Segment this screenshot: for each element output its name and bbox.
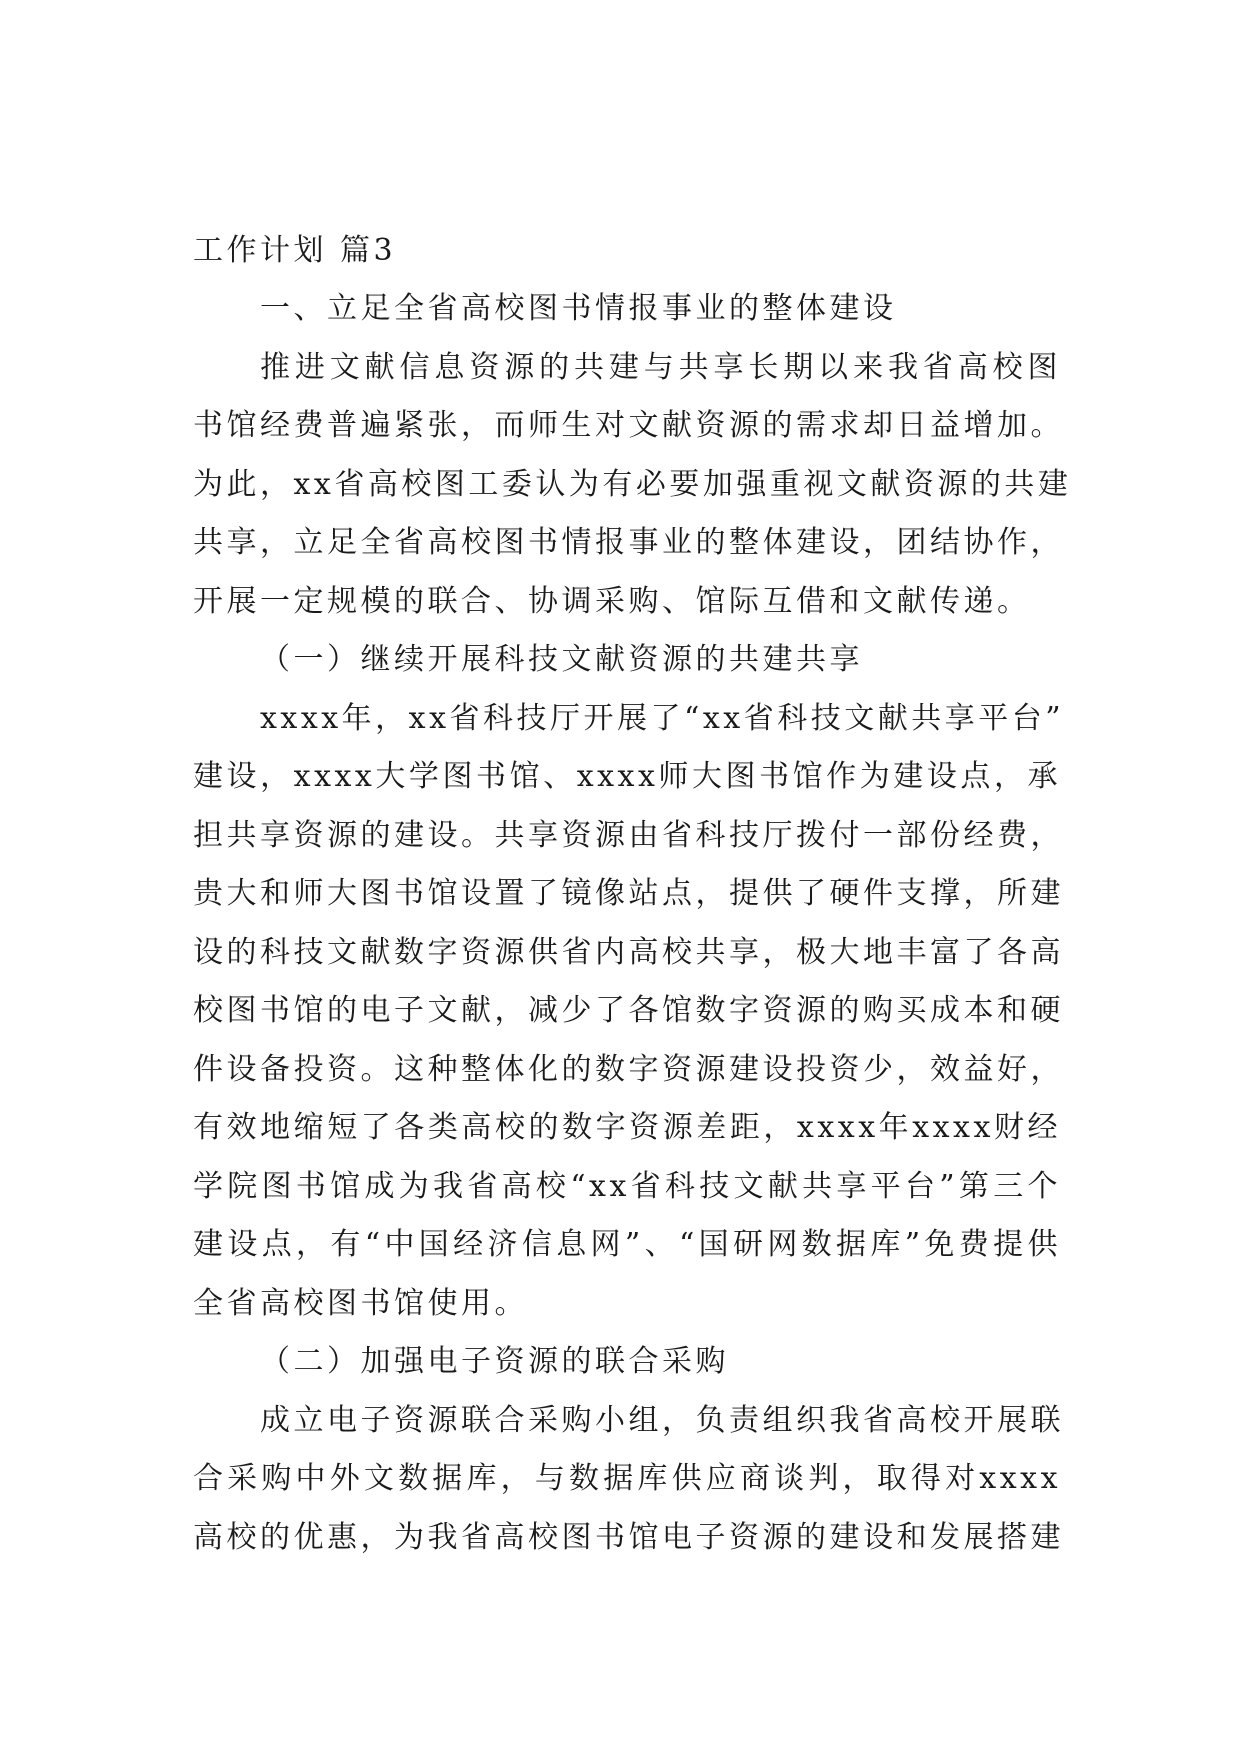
section-heading <box>193 631 1061 690</box>
paragraph <box>193 1392 1064 1568</box>
paragraph-line: 合采购中外文数据库，与数据库供应商谈判，取得对xxxx <box>193 1461 1061 1496</box>
heading-text: （一）继续开展科技文献资源的共建共享 <box>260 642 863 677</box>
paragraph-line: 推进文献信息资源的共建与共享长期以来我省高校图 <box>260 349 1061 385</box>
paragraph-line: 设的科技文献数字资源供省内高校共享，极大地丰富了各高 <box>193 934 1064 970</box>
paragraph-line: 学院图书馆成为我省高校“xx省科技文献共享平台”第三个 <box>193 1168 1061 1204</box>
paragraph-line: 共享，立足全省高校图书情报事业的整体建设，团结协作， <box>193 525 1064 560</box>
heading-text: 一、立足全省高校图书情报事业的整体建设 <box>260 291 897 326</box>
paragraph-line: 成立电子资源联合采购小组，负责组织我省高校开展联 <box>260 1402 1064 1438</box>
paragraph-line: 开展一定规模的联合、协调采购、馆际互借和文献传递。 <box>193 583 1031 619</box>
paragraph-line: 校图书馆的电子文献，减少了各馆数字资源的购买成本和硬 <box>193 993 1064 1028</box>
paragraph-line: 建设，xxxx大学图书馆、xxxx师大图书馆作为建设点，承 <box>193 759 1061 794</box>
document-title: 工作计划 篇3 <box>193 233 397 268</box>
paragraph-line: 书馆经费普遍紧张，而师生对文献资源的需求却日益增加。 <box>193 408 1064 443</box>
document-body <box>193 222 1072 1567</box>
heading-text: （二）加强电子资源的联合采购 <box>260 1344 729 1379</box>
paragraph-line: 有效地缩短了各类高校的数字资源差距，xxxx年xxxx财经 <box>193 1110 1061 1145</box>
paragraph <box>193 690 1065 1334</box>
paragraph-line: 为此，xx省高校图工委认为有必要加强重视文献资源的共建 <box>193 466 1072 502</box>
paragraph-line: 贵大和师大图书馆设置了镜像站点，提供了硬件支撑，所建 <box>193 876 1064 911</box>
document-blocks <box>193 280 1072 1567</box>
section-heading <box>193 1333 1061 1392</box>
paragraph <box>193 339 1072 632</box>
paragraph-line: 全省高校图书馆使用。 <box>193 1285 528 1321</box>
paragraph-line: 担共享资源的建设。共享资源由省科技厅拨付一部份经费， <box>193 817 1064 853</box>
paragraph-line: xxxx年，xx省科技厅开展了“xx省科技文献共享平台” <box>260 700 1065 736</box>
section-heading <box>193 280 1061 339</box>
paragraph-line: 高校的优惠，为我省高校图书馆电子资源的建设和发展搭建 <box>193 1519 1064 1555</box>
paragraph-line: 建设点，有“中国经济信息网”、“国研网数据库”免费提供 <box>193 1227 1061 1262</box>
paragraph-line: 件设备投资。这种整体化的数字资源建设投资少，效益好， <box>193 1051 1064 1087</box>
